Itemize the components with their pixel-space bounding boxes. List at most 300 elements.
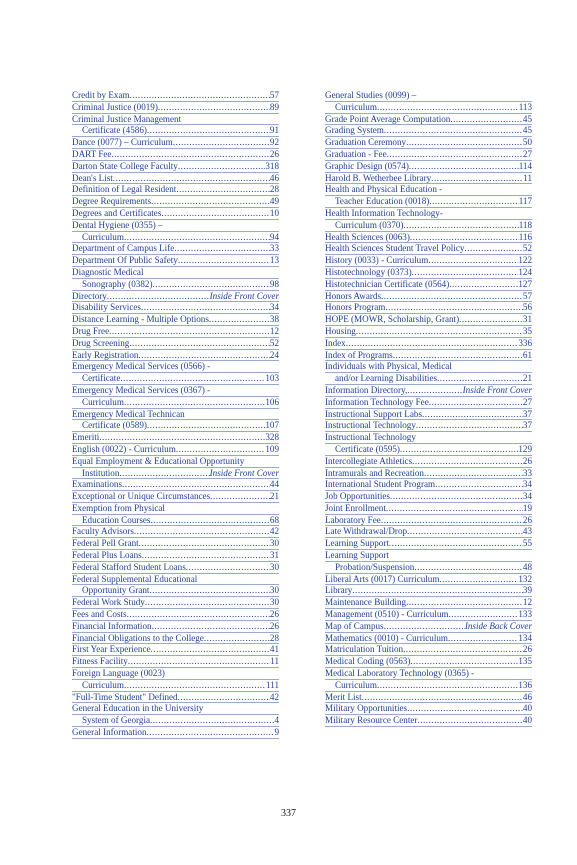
index-entry[interactable]: [72, 125, 279, 137]
index-entry[interactable]: [72, 515, 279, 527]
index-entry-page: 4: [274, 715, 279, 726]
index-entry-text: Exemption from Physical: [72, 502, 165, 513]
index-entry-text: Late Withdrawal/Drop: [325, 526, 408, 537]
index-entry-page: 134: [518, 632, 532, 643]
index-entry-page: 43: [522, 526, 532, 537]
dot-leader: [124, 232, 270, 244]
index-entry[interactable]: [325, 102, 532, 114]
index-entry-text: Instructional Technology: [325, 420, 416, 431]
index-entry-text: Military Resource Center: [325, 715, 418, 726]
index-entry[interactable]: [325, 692, 532, 704]
index-entry[interactable]: [72, 491, 279, 503]
index-entry[interactable]: [325, 633, 532, 645]
index-entry[interactable]: [72, 432, 279, 444]
index-entry-row: [325, 314, 532, 326]
index-entry-page: 34: [269, 302, 279, 313]
index-entry[interactable]: [325, 420, 532, 432]
index-entry[interactable]: [72, 574, 279, 586]
index-entry[interactable]: [72, 409, 279, 421]
index-entry[interactable]: [325, 526, 532, 538]
index-entry[interactable]: [325, 114, 532, 126]
index-entry-page: 124: [518, 266, 532, 277]
dot-leader: [151, 196, 270, 208]
index-entry-row: [325, 255, 532, 267]
index-entry-page: 103: [265, 373, 279, 384]
index-entry-row: [72, 680, 279, 692]
index-entry-page: 26: [269, 620, 279, 631]
index-entry-page: 28: [269, 632, 279, 643]
index-entry[interactable]: [72, 220, 279, 232]
index-entry[interactable]: [72, 361, 279, 373]
dot-leader: [124, 397, 265, 409]
dot-leader: [448, 633, 518, 645]
index-entry[interactable]: [325, 668, 532, 680]
index-entry[interactable]: [72, 420, 279, 432]
index-entry-page: 57: [522, 290, 532, 301]
index-entry-row: [325, 279, 532, 291]
index-entry[interactable]: [325, 90, 532, 102]
dot-leader: [387, 149, 523, 161]
index-entry-page: 46: [522, 691, 532, 702]
index-entry[interactable]: [72, 397, 279, 409]
index-entry-page: 57: [269, 90, 279, 100]
index-entry-page: Inside Back Cover: [464, 620, 532, 631]
index-entry-text: Curriculum (0370): [335, 219, 404, 230]
index-entry[interactable]: [72, 184, 279, 196]
index-entry-text: Fitness Facility: [72, 656, 128, 667]
index-entry[interactable]: [325, 350, 532, 362]
index-entry-text: Degree Requirements: [72, 196, 152, 207]
index-entry[interactable]: [325, 621, 532, 633]
index-entry-row: [325, 468, 532, 480]
index-entry-text: Medical Laboratory Technology (0365) -: [325, 668, 475, 679]
index-entry-row: [72, 574, 279, 586]
index-entry[interactable]: [325, 243, 532, 255]
index-entry-row: [72, 503, 279, 515]
index-entry-row: [325, 90, 532, 102]
index-entry[interactable]: [72, 503, 279, 515]
index-entry-row: [72, 644, 279, 656]
index-entry-page: 26: [522, 644, 532, 655]
index-entry[interactable]: [72, 444, 279, 456]
index-entry-page: 118: [518, 219, 532, 230]
dot-leader: [147, 125, 270, 137]
index-entry[interactable]: [325, 468, 532, 480]
index-entry[interactable]: [325, 644, 532, 656]
index-entry-page: 46: [269, 172, 279, 183]
index-entry[interactable]: [72, 302, 279, 314]
dot-leader: [384, 125, 523, 137]
index-entry-text: Disability Services: [72, 302, 141, 313]
index-entry[interactable]: [325, 409, 532, 421]
index-entry-page: 21: [269, 491, 279, 502]
index-entry[interactable]: [72, 114, 279, 126]
index-entry-text: Health Sciences (0063): [325, 231, 410, 242]
dot-leader: [151, 644, 270, 656]
index-entry-page: 41: [269, 644, 279, 655]
index-entry[interactable]: [325, 550, 532, 562]
index-entry-page: 61: [522, 349, 532, 360]
index-entry-page: 91: [269, 125, 279, 136]
index-entry[interactable]: [72, 550, 279, 562]
index-entry[interactable]: [325, 255, 532, 267]
dot-leader: [107, 291, 210, 303]
index-column-left: [72, 90, 279, 739]
dot-leader: [403, 220, 518, 232]
index-entry[interactable]: [325, 680, 532, 692]
index-entry[interactable]: [72, 373, 279, 385]
index-entry-text: General Education in the University: [72, 703, 204, 714]
index-entry-text: Emeriti: [72, 432, 100, 443]
index-entry[interactable]: [325, 597, 532, 609]
index-entry[interactable]: [72, 243, 279, 255]
dot-leader: [113, 173, 270, 185]
index-entry-page: Inside Front Cover: [462, 384, 532, 395]
index-entry-page: 109: [265, 443, 279, 454]
index-entry[interactable]: [325, 232, 532, 244]
index-entry-page: 30: [269, 538, 279, 549]
index-entry-row: [325, 302, 532, 314]
dot-leader: [152, 621, 270, 633]
dot-leader: [141, 302, 270, 314]
index-entry-row: [72, 397, 279, 409]
index-entry-page: 21: [522, 373, 532, 384]
index-entry-row: [325, 715, 532, 727]
index-entry[interactable]: [72, 232, 279, 244]
index-entry-page: 92: [269, 137, 279, 148]
index-entry[interactable]: [72, 479, 279, 491]
index-entry-row: [72, 692, 279, 704]
index-entry-row: [325, 597, 532, 609]
index-entry[interactable]: [325, 703, 532, 715]
index-entry-row: [72, 255, 279, 267]
index-entry-page: 135: [518, 656, 532, 667]
dot-leader: [356, 326, 523, 338]
index-entry-text: Individuals with Physical, Medical: [325, 361, 452, 372]
index-entry-row: [72, 373, 279, 385]
index-entry[interactable]: [325, 515, 532, 527]
index-entry-row: [325, 503, 532, 515]
dot-leader: [449, 279, 518, 291]
index-entry-text: Military Opportunities: [325, 703, 408, 714]
index-entry-text: Foreign Language (0023): [72, 668, 165, 679]
index-entry-row: [72, 633, 279, 645]
dot-leader: [410, 656, 518, 668]
index-entry[interactable]: [325, 715, 532, 727]
index-entry-page: 34: [522, 479, 532, 490]
dot-leader: [130, 90, 270, 102]
index-entry[interactable]: [72, 102, 279, 114]
index-entry-row: [72, 703, 279, 715]
index-entry-text: Financial Obligations to the College: [72, 632, 204, 643]
index-entry[interactable]: [72, 137, 279, 149]
index-entry-page: 26: [522, 514, 532, 525]
index-entry-row: [325, 420, 532, 432]
dot-leader: [147, 727, 275, 739]
index-entry-page: 11: [270, 656, 279, 667]
index-entry[interactable]: [325, 456, 532, 468]
index-entry[interactable]: [325, 149, 532, 161]
index-entry[interactable]: [72, 149, 279, 161]
index-entry[interactable]: [325, 137, 532, 149]
index-entry[interactable]: [325, 562, 532, 574]
dot-leader: [389, 538, 523, 550]
dot-leader: [412, 456, 523, 468]
index-entry[interactable]: [325, 338, 532, 350]
index-entry-text: Certificate (0589): [82, 420, 147, 431]
dot-leader: [417, 715, 522, 727]
index-entry-text: Degrees and Certificates: [72, 207, 162, 218]
index-entry[interactable]: [72, 609, 279, 621]
index-entry-row: [325, 161, 532, 173]
dot-leader: [400, 444, 518, 456]
index-entry[interactable]: [325, 585, 532, 597]
dot-leader: [186, 562, 270, 574]
dot-leader: [406, 597, 523, 609]
index-entry-row: [325, 125, 532, 137]
index-entry-text: Federal Supplemental Educational: [72, 573, 198, 584]
index-entry[interactable]: [325, 291, 532, 303]
index-entry-text: Darton State College Faculty: [72, 160, 178, 171]
index-entry[interactable]: [72, 585, 279, 597]
index-entry[interactable]: [72, 715, 279, 727]
index-entry[interactable]: [72, 291, 279, 303]
index-entry-page: 30: [269, 597, 279, 608]
index-entry[interactable]: [325, 491, 532, 503]
index-entry[interactable]: [72, 255, 279, 267]
dot-leader: [414, 562, 523, 574]
index-entry-row: [325, 633, 532, 645]
dot-leader: [435, 479, 523, 491]
dot-leader: [431, 173, 523, 185]
index-entry-row: [325, 114, 532, 126]
index-entry-text: Early Registration: [72, 349, 139, 360]
index-entry-text: Information Directory,: [325, 384, 408, 395]
index-entry[interactable]: [72, 644, 279, 656]
index-entry-page: 111: [266, 679, 279, 690]
index-entry[interactable]: [72, 692, 279, 704]
index-entry-row: [325, 526, 532, 538]
dot-leader: [122, 479, 270, 491]
index-entry[interactable]: [325, 279, 532, 291]
index-entry[interactable]: [72, 350, 279, 362]
index-entry[interactable]: [325, 444, 532, 456]
index-entry[interactable]: [72, 90, 279, 102]
index-entry-row: [72, 562, 279, 574]
index-entry[interactable]: [325, 432, 532, 444]
index-entry[interactable]: [325, 656, 532, 668]
index-entry[interactable]: [72, 208, 279, 220]
index-entry-page: 48: [522, 561, 532, 572]
dot-leader: [386, 503, 523, 515]
index-entry-row: [72, 668, 279, 680]
index-entry-page: 45: [522, 125, 532, 136]
dot-leader: [209, 314, 270, 326]
index-entry[interactable]: [325, 196, 532, 208]
index-entry-text: Health Information Technology-: [325, 207, 443, 218]
index-entry[interactable]: [72, 526, 279, 538]
index-entry[interactable]: [325, 503, 532, 515]
index-entry[interactable]: [72, 597, 279, 609]
index-entry-row: [72, 267, 279, 279]
index-entry-page: 26: [269, 609, 279, 620]
index-entry-row: [72, 196, 279, 208]
index-entry-text: Histotechnology (0373): [325, 266, 412, 277]
index-entry[interactable]: [72, 338, 279, 350]
index-entry[interactable]: [72, 314, 279, 326]
index-entry[interactable]: [325, 208, 532, 220]
index-entry-page: 37: [522, 420, 532, 431]
index-entry[interactable]: [72, 727, 279, 739]
dot-leader: [384, 621, 465, 633]
index-entry-page: 122: [518, 255, 532, 266]
index-entry[interactable]: [72, 680, 279, 692]
dot-leader: [450, 114, 523, 126]
index-entry-row: [72, 727, 279, 739]
index-entry[interactable]: [325, 184, 532, 196]
index-entry[interactable]: [72, 161, 279, 173]
index-entry-page: 44: [269, 479, 279, 490]
dot-leader: [385, 302, 523, 314]
index-entry-text: Liberal Arts (0017) Curriculum: [325, 573, 440, 584]
index-entry-row: [72, 243, 279, 255]
index-entry-text: Education Courses: [82, 514, 151, 525]
index-entry-text: Federal Plus Loans: [72, 550, 142, 561]
index-entry-page: 33: [522, 467, 532, 478]
index-entry-row: [72, 114, 279, 126]
dot-leader: [412, 267, 519, 279]
index-entry[interactable]: [325, 267, 532, 279]
index-entry-text: Equal Employment & Educational Opportunity: [72, 455, 245, 466]
index-entry-row: [325, 397, 532, 409]
index-entry[interactable]: [72, 538, 279, 550]
index-entry[interactable]: [325, 125, 532, 137]
index-entry[interactable]: [325, 302, 532, 314]
dot-leader: [459, 314, 523, 326]
index-entry-text: Harold B. Wetherbee Library: [325, 172, 432, 183]
index-entry-row: [72, 491, 279, 503]
index-entry[interactable]: [72, 621, 279, 633]
index-entry-page: 107: [265, 420, 279, 431]
index-entry-row: [72, 715, 279, 727]
index-entry-row: [72, 220, 279, 232]
index-entry-page: 31: [522, 314, 532, 325]
index-entry-text: Probation/Suspension: [335, 561, 415, 572]
index-entry[interactable]: [72, 385, 279, 397]
dot-leader: [142, 550, 270, 562]
index-entry-row: [72, 550, 279, 562]
index-entry-row: [72, 456, 279, 468]
index-entry[interactable]: [72, 279, 279, 291]
index-entry-row: [325, 149, 532, 161]
index-entry-page: 45: [522, 113, 532, 124]
index-entry-text: Criminal Justice Management: [72, 113, 182, 124]
index-entry-page: 9: [274, 727, 279, 738]
index-entry-text: Drug Screening: [72, 337, 130, 348]
index-entry[interactable]: [325, 574, 532, 586]
index-entry-row: [72, 208, 279, 220]
index-entry[interactable]: [72, 326, 279, 338]
index-entry[interactable]: [72, 656, 279, 668]
index-entry[interactable]: [72, 633, 279, 645]
index-entry-row: [325, 232, 532, 244]
index-entry[interactable]: [325, 397, 532, 409]
dot-leader: [393, 350, 523, 362]
index-entry-row: [325, 585, 532, 597]
index-entry-row: [325, 621, 532, 633]
dot-leader: [422, 409, 523, 421]
index-entry[interactable]: [325, 373, 532, 385]
index-entry-text: Sonography (0382): [82, 278, 153, 289]
index-entry[interactable]: [325, 173, 532, 185]
index-entry[interactable]: [325, 385, 532, 397]
index-entry[interactable]: [325, 361, 532, 373]
index-entry-row: [72, 137, 279, 149]
index-entry-page: 52: [269, 337, 279, 348]
index-entry-row: [325, 456, 532, 468]
index-entry-row: [72, 585, 279, 597]
index-entry[interactable]: [72, 456, 279, 468]
index-entry-text: Curriculum: [335, 679, 377, 690]
dot-leader: [437, 373, 523, 385]
index-entry-text: Graduation - Fee: [325, 148, 387, 159]
index-entry-text: Institution: [82, 467, 120, 478]
index-entry[interactable]: [325, 538, 532, 550]
index-entry-row: [72, 338, 279, 350]
index-entry-page: 94: [269, 231, 279, 242]
index-entry-page: 89: [269, 101, 279, 112]
index-entry-text: Information Technology Fee: [325, 396, 429, 407]
index-entry[interactable]: [325, 609, 532, 621]
index-entry-text: Map of Campus: [325, 620, 384, 631]
index-entry[interactable]: [72, 196, 279, 208]
index-entry-page: 116: [518, 231, 532, 242]
index-entry[interactable]: [72, 703, 279, 715]
index-entry-text: First Year Experience: [72, 644, 151, 655]
index-entry-page: 30: [269, 561, 279, 572]
dot-leader: [449, 609, 519, 621]
index-entry[interactable]: [325, 220, 532, 232]
index-entry[interactable]: [72, 267, 279, 279]
index-entry-row: [325, 385, 532, 397]
index-entry-row: [72, 173, 279, 185]
index-entry-row: [72, 232, 279, 244]
index-entry-row: [72, 621, 279, 633]
index-entry[interactable]: [72, 668, 279, 680]
index-entry[interactable]: [72, 173, 279, 185]
index-entry[interactable]: [72, 468, 279, 480]
index-entry-page: 328: [265, 432, 279, 443]
dot-leader: [158, 102, 270, 114]
index-entry[interactable]: [72, 562, 279, 574]
index-entry-text: Curriculum: [82, 396, 124, 407]
index-entry-page: 98: [269, 278, 279, 289]
index-entry-row: [72, 409, 279, 421]
index-entry-page: 34: [522, 491, 532, 502]
index-entry-row: [325, 656, 532, 668]
dot-leader: [111, 149, 269, 161]
index-entry-text: Dean's List: [72, 172, 113, 183]
index-entry-row: [72, 432, 279, 444]
index-entry[interactable]: [325, 161, 532, 173]
dot-leader: [109, 326, 270, 338]
index-entry[interactable]: [325, 326, 532, 338]
index-entry[interactable]: [325, 314, 532, 326]
index-entry-text: Definition of Legal Resident: [72, 184, 177, 195]
index-entry-page: 12: [522, 597, 532, 608]
index-entry-page: 28: [269, 184, 279, 195]
index-entry[interactable]: [325, 479, 532, 491]
